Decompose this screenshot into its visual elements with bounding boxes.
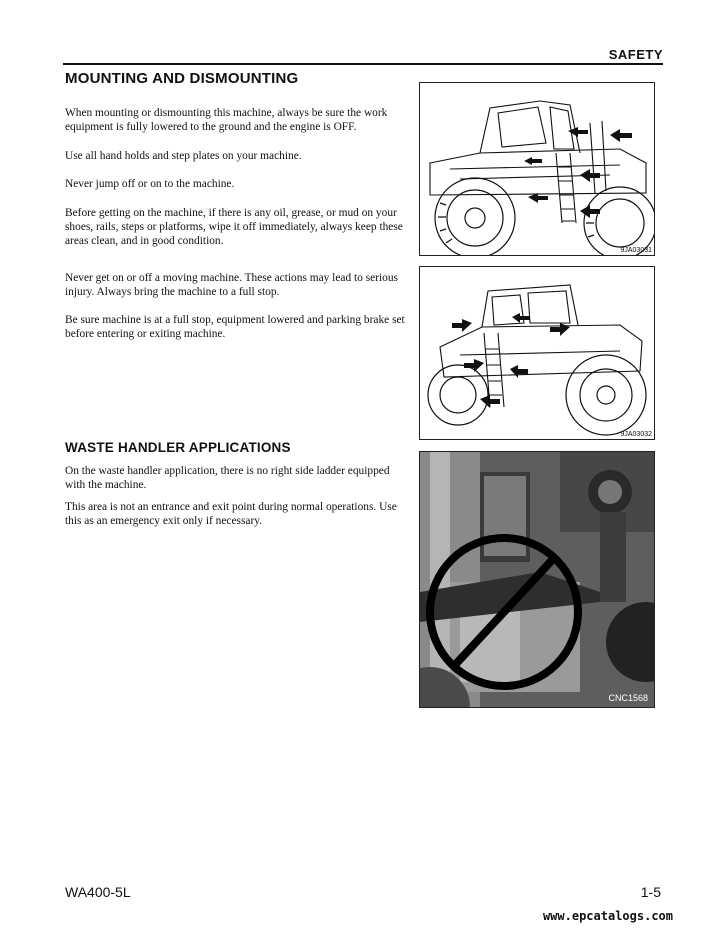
- figure-caption: CNC1568: [608, 693, 648, 703]
- page-title: MOUNTING AND DISMOUNTING: [65, 70, 299, 87]
- section-subtitle: WASTE HANDLER APPLICATIONS: [65, 440, 291, 455]
- footer-page-number: 1-5: [640, 884, 661, 900]
- figure-ladder-left: [419, 266, 655, 440]
- paragraph: When mounting or dismounting this machine, always be sure the work equipment is fully lowered to the ground and the engine is OFF.: [65, 107, 388, 133]
- figure-ladder-right: [419, 82, 655, 256]
- page-header: [0, 0, 725, 70]
- watermark-link[interactable]: www.epcatalogs.com: [542, 909, 673, 923]
- loader-illustration: [420, 267, 654, 439]
- paragraph: Use all hand holds and step plates on your machine.: [65, 150, 302, 162]
- header-rule: [63, 63, 663, 65]
- figure-waste-handler-photo: [419, 451, 655, 708]
- footer-model: WA400-5L: [65, 884, 131, 900]
- figure-caption: 9JA03031: [620, 247, 652, 254]
- paragraph: Never jump off or on to the machine.: [65, 178, 235, 190]
- paragraph: On the waste handler application, there is no right side ladder equipped with the machine.: [65, 465, 390, 491]
- photo-no-entry: [420, 452, 654, 707]
- figure-caption: 9JA03032: [620, 431, 652, 438]
- paragraph: Be sure machine is at a full stop, equipment lowered and parking brake set before entering or exiting machine.: [65, 314, 405, 340]
- loader-illustration: [420, 83, 654, 255]
- paragraph: This area is not an entrance and exit point during normal operations. Use this as an emergency exit only if necessary.: [65, 501, 397, 527]
- paragraph: Never get on or off a moving machine. These actions may lead to serious injury. Always bring the machine to a full stop.: [65, 272, 398, 298]
- section-title: SAFETY: [608, 47, 663, 62]
- paragraph: Before getting on the machine, if there is any oil, grease, or mud on your shoes, rails, steps or platforms, wipe it off immediately, always keep these areas clean, and in good condition.: [65, 207, 403, 247]
